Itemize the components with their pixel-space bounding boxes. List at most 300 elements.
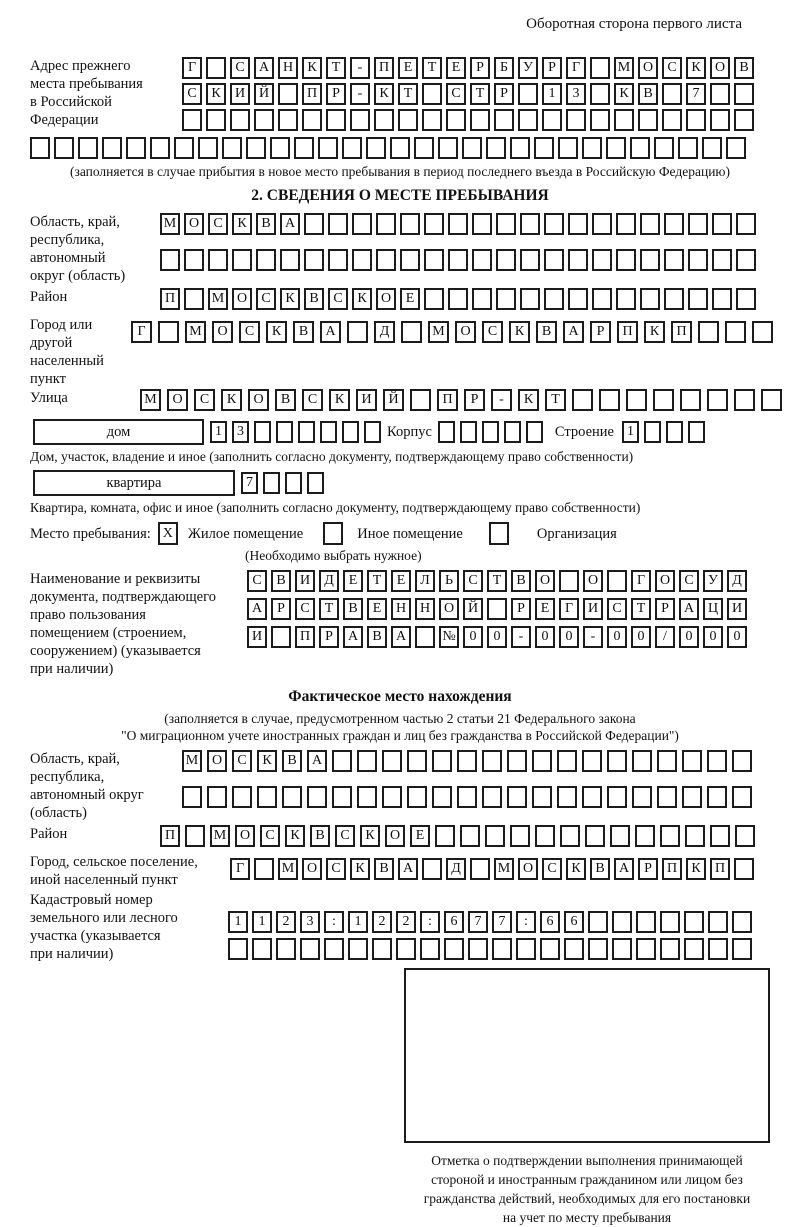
char-box[interactable]: С (679, 570, 699, 592)
char-box[interactable] (510, 825, 530, 847)
char-box[interactable]: Г (230, 858, 250, 880)
char-box[interactable]: Р (271, 598, 291, 620)
char-box[interactable]: С (607, 598, 627, 620)
char-box[interactable] (636, 911, 656, 933)
char-box[interactable] (582, 786, 602, 808)
char-box[interactable] (276, 938, 296, 960)
char-box[interactable] (725, 321, 746, 343)
char-box[interactable]: Т (487, 570, 507, 592)
char-box[interactable]: С (247, 570, 267, 592)
char-box[interactable] (526, 421, 543, 443)
char-box[interactable]: К (644, 321, 665, 343)
char-box[interactable]: О (518, 858, 538, 880)
char-box[interactable] (492, 938, 512, 960)
char-box[interactable]: О (302, 858, 322, 880)
char-box[interactable] (707, 786, 727, 808)
char-box[interactable] (472, 249, 492, 271)
char-box[interactable]: Н (278, 57, 298, 79)
char-box[interactable]: 1 (210, 421, 227, 443)
char-box[interactable]: С (302, 389, 323, 411)
char-box[interactable] (607, 570, 627, 592)
char-box[interactable]: М (208, 288, 228, 310)
char-box[interactable] (654, 137, 674, 159)
char-box[interactable]: Е (391, 570, 411, 592)
char-box[interactable]: Й (463, 598, 483, 620)
char-box[interactable]: К (614, 83, 634, 105)
char-box[interactable] (256, 249, 276, 271)
char-box[interactable]: К (518, 389, 539, 411)
char-box[interactable]: Г (566, 57, 586, 79)
char-box[interactable] (660, 825, 680, 847)
char-box[interactable] (736, 213, 756, 235)
char-box[interactable] (684, 938, 704, 960)
char-box[interactable]: Г (631, 570, 651, 592)
char-box[interactable] (364, 421, 381, 443)
char-box[interactable] (707, 750, 727, 772)
char-box[interactable] (688, 421, 705, 443)
char-box[interactable] (54, 137, 74, 159)
char-box[interactable] (150, 137, 170, 159)
char-box[interactable] (78, 137, 98, 159)
char-box[interactable] (592, 288, 612, 310)
char-box[interactable] (682, 750, 702, 772)
char-box[interactable]: 0 (631, 626, 651, 648)
char-box[interactable]: 7 (241, 472, 258, 494)
char-box[interactable]: В (256, 213, 276, 235)
char-box[interactable] (304, 249, 324, 271)
char-box[interactable] (444, 938, 464, 960)
char-box[interactable]: В (271, 570, 291, 592)
char-box[interactable] (682, 786, 702, 808)
char-box[interactable] (468, 938, 488, 960)
char-box[interactable]: - (491, 389, 512, 411)
char-box[interactable] (185, 825, 205, 847)
char-box[interactable] (616, 288, 636, 310)
char-box[interactable]: / (655, 626, 675, 648)
char-box[interactable]: М (210, 825, 230, 847)
char-box[interactable] (616, 249, 636, 271)
char-box[interactable] (457, 750, 477, 772)
char-box[interactable] (307, 786, 327, 808)
char-box[interactable]: О (710, 57, 730, 79)
char-box[interactable]: В (282, 750, 302, 772)
char-box[interactable] (712, 213, 732, 235)
char-box[interactable] (518, 83, 538, 105)
char-box[interactable]: С (208, 213, 228, 235)
char-box[interactable]: С (662, 57, 682, 79)
char-box[interactable] (516, 938, 536, 960)
char-box[interactable]: М (278, 858, 298, 880)
char-box[interactable]: А (307, 750, 327, 772)
char-box[interactable] (582, 137, 602, 159)
char-box[interactable] (485, 825, 505, 847)
char-box[interactable]: В (374, 858, 394, 880)
char-box[interactable] (352, 213, 372, 235)
char-box[interactable]: К (232, 213, 252, 235)
char-box[interactable] (590, 109, 610, 131)
char-box[interactable]: Е (446, 57, 466, 79)
char-box[interactable]: Б (494, 57, 514, 79)
char-box[interactable]: К (285, 825, 305, 847)
char-box[interactable]: Т (631, 598, 651, 620)
char-box[interactable] (328, 213, 348, 235)
char-box[interactable]: С (295, 598, 315, 620)
char-box[interactable] (376, 249, 396, 271)
char-box[interactable] (278, 83, 298, 105)
char-box[interactable] (182, 786, 202, 808)
char-box[interactable]: К (350, 858, 370, 880)
char-box[interactable]: К (257, 750, 277, 772)
char-box[interactable]: С (463, 570, 483, 592)
char-box[interactable]: О (207, 750, 227, 772)
char-box[interactable]: О (655, 570, 675, 592)
char-box[interactable]: 6 (444, 911, 464, 933)
char-box[interactable] (352, 249, 372, 271)
char-box[interactable] (232, 786, 252, 808)
char-box[interactable]: К (352, 288, 372, 310)
char-box[interactable] (688, 288, 708, 310)
char-box[interactable] (535, 825, 555, 847)
char-box[interactable] (282, 786, 302, 808)
char-box[interactable] (544, 288, 564, 310)
char-box[interactable] (660, 938, 680, 960)
char-box[interactable]: С (232, 750, 252, 772)
char-box[interactable]: 7 (492, 911, 512, 933)
char-box[interactable] (534, 137, 554, 159)
char-box[interactable]: П (374, 57, 394, 79)
char-box[interactable] (678, 137, 698, 159)
char-box[interactable]: И (295, 570, 315, 592)
char-box[interactable] (332, 786, 352, 808)
char-box[interactable]: С (542, 858, 562, 880)
char-box[interactable] (401, 321, 422, 343)
char-box[interactable] (298, 421, 315, 443)
char-box[interactable]: Р (638, 858, 658, 880)
char-box[interactable] (592, 213, 612, 235)
char-box[interactable]: : (516, 911, 536, 933)
char-box[interactable] (254, 858, 274, 880)
char-box[interactable]: К (686, 858, 706, 880)
char-box[interactable] (372, 938, 392, 960)
char-box[interactable]: О (376, 288, 396, 310)
char-box[interactable] (357, 786, 377, 808)
char-box[interactable] (734, 389, 755, 411)
char-box[interactable]: Т (398, 83, 418, 105)
char-box[interactable] (230, 109, 250, 131)
char-box[interactable] (382, 786, 402, 808)
char-box[interactable] (410, 389, 431, 411)
char-box[interactable]: Ц (703, 598, 723, 620)
char-box[interactable] (640, 288, 660, 310)
char-box[interactable]: Р (511, 598, 531, 620)
char-box[interactable] (542, 109, 562, 131)
char-box[interactable]: Е (410, 825, 430, 847)
char-box[interactable] (420, 938, 440, 960)
char-box[interactable] (630, 137, 650, 159)
char-box[interactable] (320, 421, 337, 443)
char-box[interactable] (400, 249, 420, 271)
char-box[interactable] (734, 858, 754, 880)
char-box[interactable]: К (329, 389, 350, 411)
char-box[interactable] (415, 626, 435, 648)
char-box[interactable]: 7 (468, 911, 488, 933)
char-box[interactable]: Р (326, 83, 346, 105)
char-box[interactable] (396, 938, 416, 960)
char-box[interactable] (424, 288, 444, 310)
char-box[interactable] (557, 786, 577, 808)
char-box[interactable]: Е (400, 288, 420, 310)
char-box[interactable]: - (350, 57, 370, 79)
char-box[interactable] (761, 389, 782, 411)
char-box[interactable] (710, 83, 730, 105)
char-box[interactable] (270, 137, 290, 159)
char-box[interactable] (280, 249, 300, 271)
char-box[interactable]: А (247, 598, 267, 620)
char-box[interactable]: М (494, 858, 514, 880)
char-box[interactable]: О (235, 825, 255, 847)
char-box[interactable] (276, 421, 293, 443)
char-box[interactable] (510, 137, 530, 159)
char-box[interactable] (518, 109, 538, 131)
char-box[interactable]: В (536, 321, 557, 343)
char-box[interactable] (184, 249, 204, 271)
char-box[interactable] (332, 750, 352, 772)
char-box[interactable]: Р (542, 57, 562, 79)
char-box[interactable] (160, 249, 180, 271)
char-box[interactable]: А (563, 321, 584, 343)
char-box[interactable] (632, 750, 652, 772)
char-box[interactable] (414, 137, 434, 159)
char-box[interactable]: Ь (439, 570, 459, 592)
char-box[interactable] (644, 421, 661, 443)
char-box[interactable]: А (398, 858, 418, 880)
char-box[interactable]: Т (319, 598, 339, 620)
char-box[interactable] (684, 911, 704, 933)
char-box[interactable] (520, 213, 540, 235)
char-box[interactable]: С (194, 389, 215, 411)
char-box[interactable]: К (280, 288, 300, 310)
char-box[interactable] (460, 421, 477, 443)
char-box[interactable] (263, 472, 280, 494)
char-box[interactable] (710, 825, 730, 847)
char-box[interactable] (708, 911, 728, 933)
char-box[interactable] (206, 109, 226, 131)
char-box[interactable]: П (160, 288, 180, 310)
char-box[interactable] (592, 249, 612, 271)
char-box[interactable] (424, 249, 444, 271)
char-box[interactable] (222, 137, 242, 159)
char-box[interactable] (390, 137, 410, 159)
char-box[interactable]: Е (367, 598, 387, 620)
char-box[interactable]: : (420, 911, 440, 933)
char-box[interactable]: М (140, 389, 161, 411)
char-box[interactable] (653, 389, 674, 411)
char-box[interactable]: 3 (566, 83, 586, 105)
char-box[interactable] (632, 786, 652, 808)
char-box[interactable]: С (328, 288, 348, 310)
char-box[interactable]: С (239, 321, 260, 343)
char-box[interactable]: И (230, 83, 250, 105)
char-box[interactable]: М (182, 750, 202, 772)
char-box[interactable]: П (295, 626, 315, 648)
char-box[interactable]: Т (367, 570, 387, 592)
char-box[interactable] (30, 137, 50, 159)
char-box[interactable] (540, 938, 560, 960)
char-box[interactable] (294, 137, 314, 159)
char-box[interactable] (482, 786, 502, 808)
char-box[interactable] (342, 137, 362, 159)
char-box[interactable] (246, 137, 266, 159)
char-box[interactable]: Р (319, 626, 339, 648)
char-box[interactable] (382, 750, 402, 772)
char-box[interactable] (407, 786, 427, 808)
char-box[interactable]: - (583, 626, 603, 648)
char-box[interactable]: 6 (564, 911, 584, 933)
char-box[interactable]: О (583, 570, 603, 592)
char-box[interactable] (174, 137, 194, 159)
char-box[interactable] (438, 137, 458, 159)
char-box[interactable] (254, 421, 271, 443)
char-box[interactable]: С (446, 83, 466, 105)
char-box[interactable]: В (638, 83, 658, 105)
char-box[interactable] (398, 109, 418, 131)
char-box[interactable] (126, 137, 146, 159)
char-box[interactable]: В (310, 825, 330, 847)
char-box[interactable] (350, 109, 370, 131)
char-box[interactable] (582, 750, 602, 772)
char-box[interactable]: Р (655, 598, 675, 620)
char-box[interactable] (734, 83, 754, 105)
char-box[interactable]: О (638, 57, 658, 79)
char-box[interactable]: С (482, 321, 503, 343)
char-box[interactable] (688, 213, 708, 235)
char-box[interactable] (300, 938, 320, 960)
char-box[interactable]: Е (535, 598, 555, 620)
char-box[interactable] (228, 938, 248, 960)
char-box[interactable] (640, 249, 660, 271)
char-box[interactable] (422, 109, 442, 131)
char-box[interactable]: 2 (276, 911, 296, 933)
char-box[interactable]: 3 (232, 421, 249, 443)
char-box[interactable]: А (280, 213, 300, 235)
char-box[interactable] (254, 109, 274, 131)
char-box[interactable] (662, 109, 682, 131)
char-box[interactable] (448, 249, 468, 271)
char-box[interactable] (366, 137, 386, 159)
char-box[interactable] (482, 421, 499, 443)
char-box[interactable] (208, 249, 228, 271)
char-box[interactable]: А (679, 598, 699, 620)
char-box[interactable] (374, 109, 394, 131)
char-box[interactable] (660, 911, 680, 933)
char-box[interactable] (232, 249, 252, 271)
char-box[interactable] (460, 825, 480, 847)
char-box[interactable] (472, 213, 492, 235)
char-box[interactable]: М (160, 213, 180, 235)
char-box[interactable] (606, 137, 626, 159)
char-box[interactable]: 1 (348, 911, 368, 933)
char-box[interactable] (307, 472, 324, 494)
char-box[interactable] (422, 83, 442, 105)
char-box[interactable] (657, 750, 677, 772)
char-box[interactable]: Г (131, 321, 152, 343)
char-box[interactable]: В (367, 626, 387, 648)
char-box[interactable]: 2 (396, 911, 416, 933)
char-box[interactable]: О (385, 825, 405, 847)
char-box[interactable]: А (320, 321, 341, 343)
char-box[interactable] (558, 137, 578, 159)
char-box[interactable]: О (184, 213, 204, 235)
char-box[interactable]: В (343, 598, 363, 620)
char-box[interactable]: А (254, 57, 274, 79)
char-box[interactable]: О (535, 570, 555, 592)
char-box[interactable] (726, 137, 746, 159)
char-box[interactable] (607, 786, 627, 808)
char-box[interactable] (494, 109, 514, 131)
char-box[interactable] (207, 786, 227, 808)
char-box[interactable]: Г (559, 598, 579, 620)
char-box[interactable]: 0 (487, 626, 507, 648)
char-box[interactable]: Н (415, 598, 435, 620)
char-box[interactable] (326, 109, 346, 131)
char-box[interactable]: М (428, 321, 449, 343)
char-box[interactable]: А (343, 626, 363, 648)
char-box[interactable]: К (266, 321, 287, 343)
char-box[interactable]: 0 (535, 626, 555, 648)
char-box[interactable] (432, 786, 452, 808)
char-box[interactable] (638, 109, 658, 131)
char-box[interactable] (612, 938, 632, 960)
char-box[interactable]: 2 (372, 911, 392, 933)
char-box[interactable]: 1 (622, 421, 639, 443)
char-box[interactable] (304, 213, 324, 235)
char-box[interactable]: И (727, 598, 747, 620)
char-box[interactable]: К (360, 825, 380, 847)
char-box[interactable] (566, 109, 586, 131)
char-box[interactable] (685, 825, 705, 847)
char-box[interactable]: К (302, 57, 322, 79)
char-box[interactable]: Е (343, 570, 363, 592)
char-box[interactable]: Т (326, 57, 346, 79)
char-box[interactable] (376, 213, 396, 235)
char-box[interactable]: О (455, 321, 476, 343)
char-box[interactable] (486, 137, 506, 159)
char-box[interactable]: М (185, 321, 206, 343)
char-box[interactable] (348, 938, 368, 960)
char-box[interactable]: Е (398, 57, 418, 79)
char-box[interactable] (206, 57, 226, 79)
char-box[interactable] (271, 626, 291, 648)
char-box[interactable] (702, 137, 722, 159)
char-box[interactable] (616, 213, 636, 235)
char-box[interactable] (496, 213, 516, 235)
char-box[interactable] (544, 249, 564, 271)
char-box[interactable] (686, 109, 706, 131)
checkbox-residential[interactable]: X (158, 522, 178, 545)
char-box[interactable]: К (509, 321, 530, 343)
char-box[interactable] (472, 288, 492, 310)
char-box[interactable]: 1 (228, 911, 248, 933)
char-box[interactable] (257, 786, 277, 808)
char-box[interactable]: 1 (252, 911, 272, 933)
char-box[interactable]: Р (464, 389, 485, 411)
char-box[interactable] (487, 598, 507, 620)
char-box[interactable] (614, 109, 634, 131)
char-box[interactable]: О (248, 389, 269, 411)
char-box[interactable] (607, 750, 627, 772)
char-box[interactable] (407, 750, 427, 772)
char-box[interactable] (662, 83, 682, 105)
